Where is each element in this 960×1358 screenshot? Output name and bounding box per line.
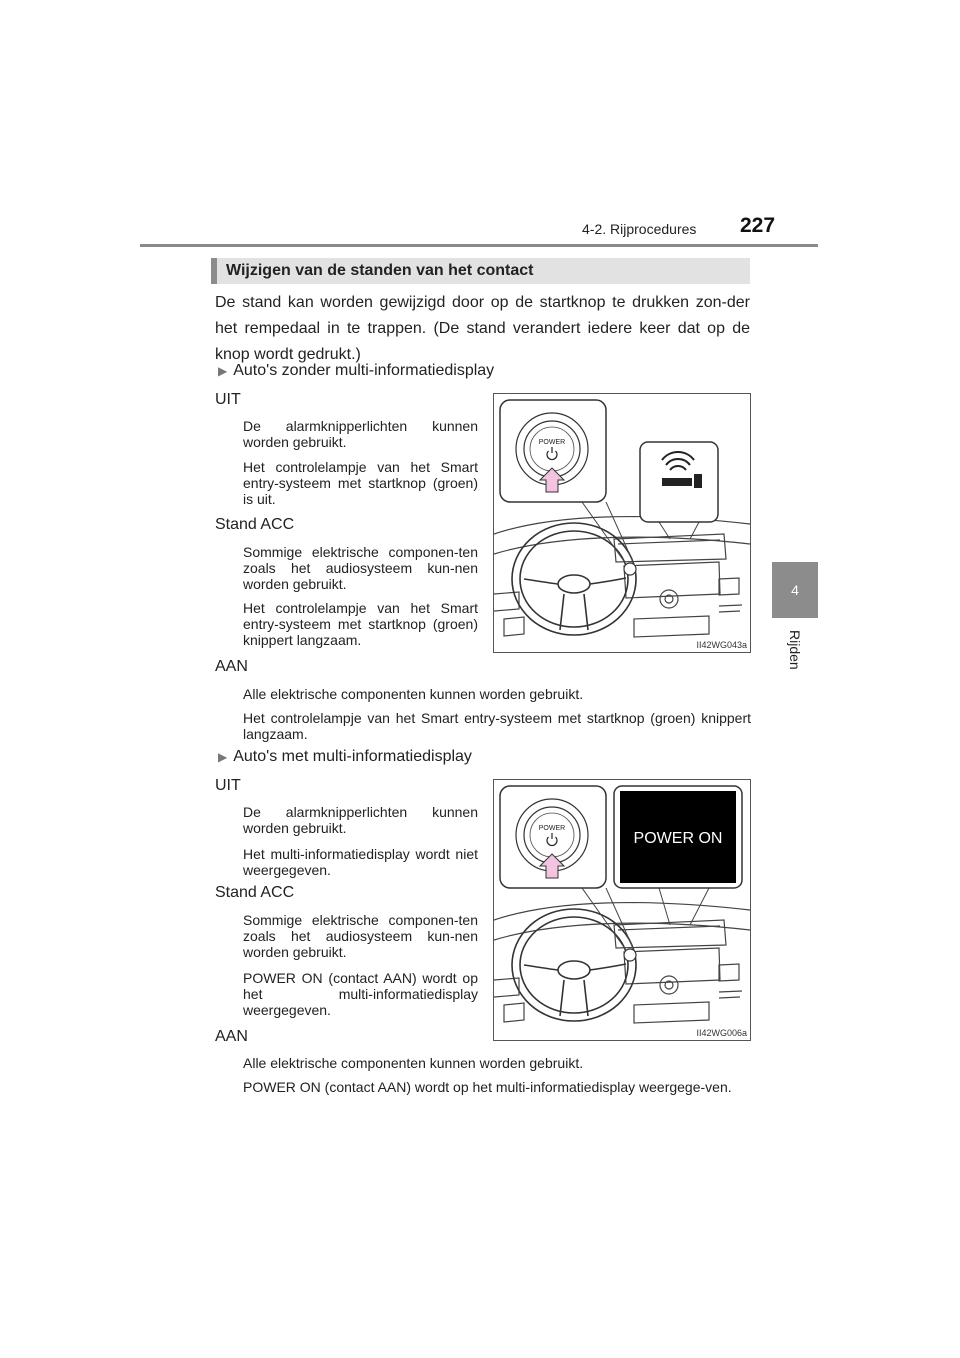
- term-acc: Stand ACC: [215, 884, 295, 901]
- term-aan: AAN: [215, 1028, 248, 1045]
- chapter-label: Rijden: [787, 630, 803, 670]
- dashboard-illustration: [494, 394, 750, 652]
- bullet-heading-with-display: [218, 748, 472, 766]
- desc-line: De alarmknipperlichten kunnen worden gebruikt.: [243, 804, 478, 836]
- term-aan: AAN: [215, 658, 248, 675]
- intro-paragraph: De stand kan worden gewijzigd door op de startknop te drukken zon-der het rempedaal in te trappen. (De stand verandert iedere keer dat op de knop wordt gedrukt.): [215, 294, 750, 363]
- desc-line: Alle elektrische componenten kunnen worden gebruikt.: [243, 1055, 584, 1071]
- desc-line: Het controlelampje van het Smart entry-systeem met startknop (groen) is uit.: [243, 459, 478, 507]
- power-button-label: POWER: [538, 825, 566, 832]
- bullet-triangle-icon: ▶: [218, 750, 228, 764]
- desc-line: Sommige elektrische componen-ten zoals het audiosysteem kun-nen worden gebruikt.: [243, 544, 478, 592]
- section-title: Wijzigen van de standen van het contact: [211, 258, 750, 284]
- desc-line: Het controlelampje van het Smart entry-systeem met startknop (groen) knippert langzaam.: [243, 710, 751, 742]
- desc-line: POWER ON (contact AAN) wordt op het multi-informatiedisplay weergegeven.: [243, 970, 478, 1018]
- desc-line: Het controlelampje van het Smart entry-systeem met startknop (groen) knippert langzaam.: [243, 600, 478, 648]
- display-text: POWER ON: [633, 830, 723, 847]
- bullet-heading-without-display: [218, 362, 494, 380]
- running-header-section: 4-2. Rijprocedures: [582, 221, 697, 237]
- figure-code: II42WG006a: [696, 1028, 747, 1038]
- desc-line: Het multi-informatiedisplay wordt niet weergegeven.: [243, 846, 478, 878]
- term-uit: UIT: [215, 777, 241, 794]
- header-rule: [140, 244, 818, 247]
- desc-line: POWER ON (contact AAN) wordt op het multi-informatiedisplay weergege-ven.: [243, 1079, 732, 1095]
- term-uit: UIT: [215, 391, 241, 408]
- bullet-heading-text: Auto's zonder multi-informatiedisplay: [233, 362, 495, 379]
- figure-power-switch-no-display: [493, 393, 751, 653]
- page-number: 227: [740, 214, 776, 237]
- dashboard-illustration: [494, 780, 750, 1040]
- power-button-label: POWER: [538, 439, 566, 446]
- bullet-heading-text: Auto's met multi-informatiedisplay: [233, 748, 472, 765]
- figure-code: II42WG043a: [696, 640, 747, 650]
- bullet-triangle-icon: ▶: [218, 364, 228, 378]
- desc-line: Sommige elektrische componen-ten zoals het audiosysteem kun-nen worden gebruikt.: [243, 912, 478, 960]
- term-acc: Stand ACC: [215, 516, 295, 533]
- desc-line: Alle elektrische componenten kunnen worden gebruikt.: [243, 686, 584, 702]
- desc-line: De alarmknipperlichten kunnen worden gebruikt.: [243, 418, 478, 450]
- chapter-tab: 4: [772, 562, 818, 618]
- figure-power-switch-with-display: [493, 779, 751, 1041]
